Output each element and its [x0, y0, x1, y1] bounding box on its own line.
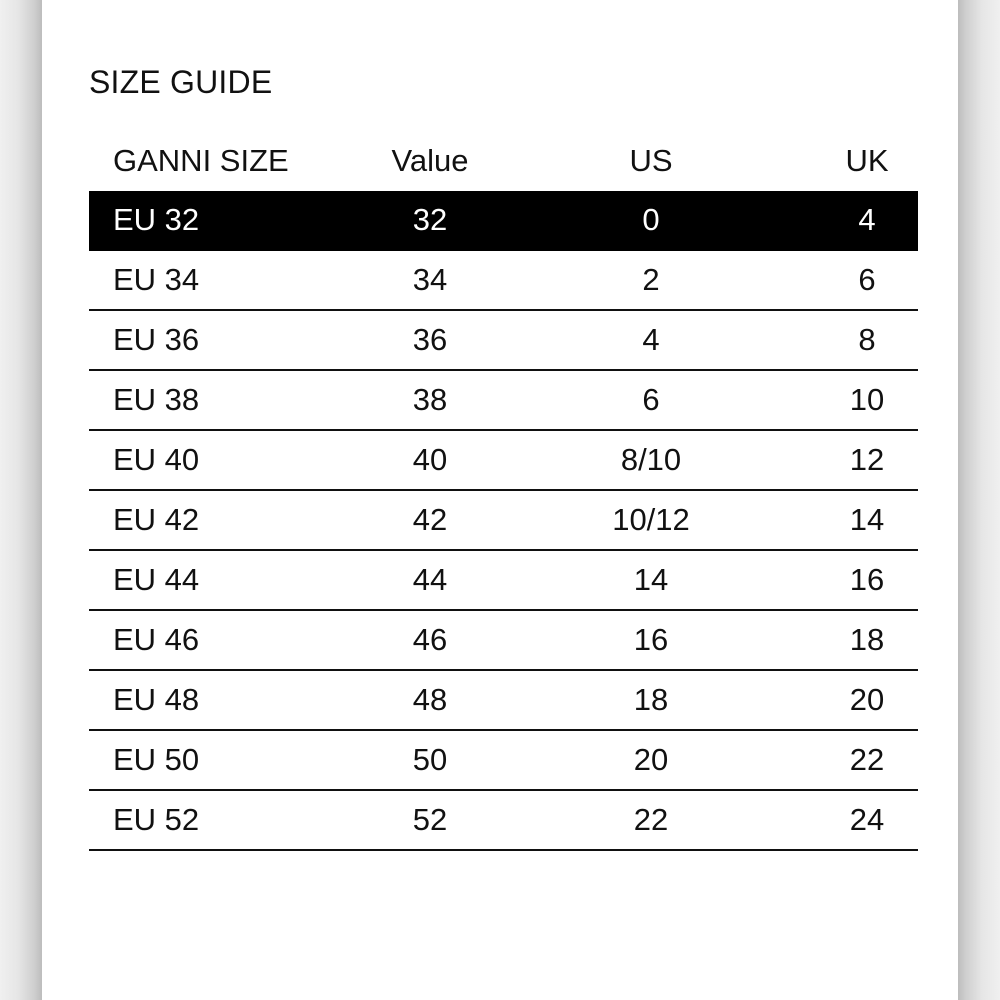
cell-us: 6 [545, 370, 757, 430]
cell-uk: 12 [757, 430, 918, 490]
cell-uk: 20 [757, 670, 918, 730]
cell-value: 42 [315, 490, 545, 550]
cell-ganni-size: EU 36 [89, 310, 315, 370]
table-body [89, 191, 918, 850]
cell-ganni-size: EU 38 [89, 370, 315, 430]
backdrop-right [958, 0, 1000, 1000]
cell-value: 50 [315, 730, 545, 790]
cell-ganni-size: EU 32 [89, 191, 315, 250]
cell-ganni-size: EU 52 [89, 790, 315, 850]
table-row[interactable] [89, 670, 918, 730]
table-row[interactable] [89, 490, 918, 550]
cell-ganni-size: EU 46 [89, 610, 315, 670]
header-uk: UK [845, 142, 889, 178]
cell-uk: 18 [757, 610, 918, 670]
table-row[interactable] [89, 310, 918, 370]
cell-value: 48 [315, 670, 545, 730]
cell-us: 0 [545, 191, 757, 250]
cell-us: 2 [545, 250, 757, 310]
cell-us: 22 [545, 790, 757, 850]
cell-ganni-size: EU 42 [89, 490, 315, 550]
table-row[interactable] [89, 610, 918, 670]
cell-value: 34 [315, 250, 545, 310]
size-table [89, 130, 918, 851]
cell-us: 4 [545, 310, 757, 370]
cell-value: 32 [315, 191, 545, 250]
cell-value: 36 [315, 310, 545, 370]
cell-ganni-size: EU 48 [89, 670, 315, 730]
cell-value: 38 [315, 370, 545, 430]
table-row[interactable] [89, 790, 918, 850]
table-row[interactable] [89, 430, 918, 490]
cell-ganni-size: EU 44 [89, 550, 315, 610]
cell-us: 20 [545, 730, 757, 790]
cell-value: 44 [315, 550, 545, 610]
cell-uk: 8 [757, 310, 918, 370]
table-header-row [89, 130, 918, 191]
cell-ganni-size: EU 34 [89, 250, 315, 310]
cell-value: 46 [315, 610, 545, 670]
header-value: Value [391, 142, 469, 178]
cell-uk: 24 [757, 790, 918, 850]
cell-uk: 14 [757, 490, 918, 550]
cell-us: 10/12 [545, 490, 757, 550]
size-table-container[interactable] [89, 130, 918, 870]
table-row[interactable] [89, 370, 918, 430]
table-row[interactable] [89, 550, 918, 610]
cell-uk: 10 [757, 370, 918, 430]
cell-uk: 4 [757, 191, 918, 250]
cell-ganni-size: EU 40 [89, 430, 315, 490]
cell-ganni-size: EU 50 [89, 730, 315, 790]
cell-uk: 6 [757, 250, 918, 310]
size-guide-title: SIZE GUIDE [89, 64, 273, 100]
cell-us: 14 [545, 550, 757, 610]
table-row[interactable] [89, 730, 918, 790]
backdrop-left [0, 0, 42, 1000]
size-guide-panel [42, 0, 958, 1000]
header-us: US [629, 142, 673, 178]
cell-us: 16 [545, 610, 757, 670]
table-row[interactable] [89, 191, 918, 250]
cell-us: 8/10 [545, 430, 757, 490]
table-row[interactable] [89, 250, 918, 310]
cell-us: 18 [545, 670, 757, 730]
cell-uk: 22 [757, 730, 918, 790]
cell-uk: 16 [757, 550, 918, 610]
cell-value: 40 [315, 430, 545, 490]
cell-value: 52 [315, 790, 545, 850]
header-ganni-size: GANNI SIZE [113, 142, 289, 178]
